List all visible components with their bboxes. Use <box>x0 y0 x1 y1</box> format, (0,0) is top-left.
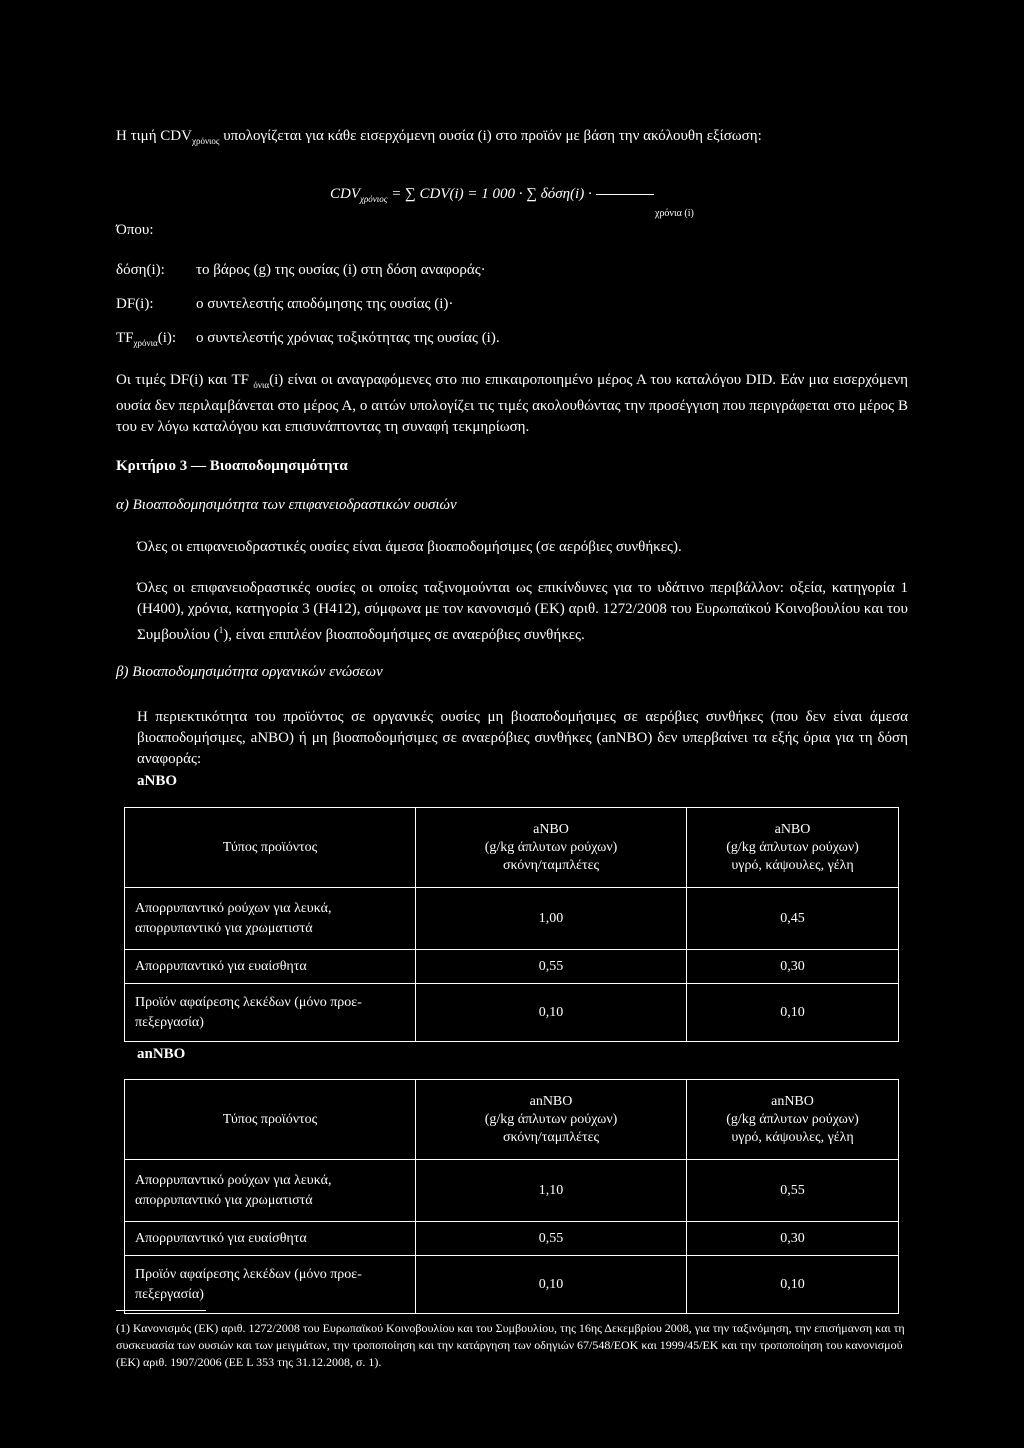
section-b-paragraph: Η περιεκτικότητα του προϊόντος σε οργανικές ουσίες μη βιοαποδομήσιμες σε αερόβιες συνθήκες (που δεν είναι άμεσα βιοαποδομήσιμες, aNBO) ή μη βιοαποδομήσιμες σε αναερόβιες συνθήκες (anNBO) δεν υπερβαίνει τα εξής όρια για τη δόση αναφοράς: <box>137 709 908 767</box>
cdv-formula: $CDV_{\chi\rho ό\nu\iota o\varsigma}$ = ∑ CDV(i) = 1 000 · ∑ δόση(i) · χρόνια (i) <box>330 186 694 219</box>
table-row <box>125 1256 899 1314</box>
definition-row <box>116 262 916 282</box>
product-name: Προϊόν αφαίρεσης λεκέδων (μόνο προε-πεξεργασία) <box>125 984 416 1042</box>
definition-term: $TF_{\chi\rho ό\nu\iota\alpha}(i)$: <box>116 330 177 348</box>
section-b-title: β) Βιοαποδομησιμότητα οργανικών ενώσεων <box>116 664 383 680</box>
definition-row <box>116 296 916 316</box>
table-row <box>125 984 899 1042</box>
fraction-denominator: χρόνια (i) <box>655 208 694 219</box>
definition-text: ο συντελεστής αποδόμησης της ουσίας (i)· <box>196 296 454 312</box>
liquid-value: 0,30 <box>687 1222 899 1256</box>
powder-value: 0,55 <box>416 950 687 984</box>
header-liquid: anNBO (g/kg άπλυτων ρούχων) υγρό, κάψουλες, γέλη <box>687 1080 899 1160</box>
table-row <box>125 1222 899 1256</box>
liquid-value: 0,45 <box>687 888 899 950</box>
section-a-paragraph-2: Όλες οι επιφανειοδραστικές ουσίες οι οποίες ταξινομούνται ως επικίνδυνες για το υδάτινο περιβάλλον: οξεία, κατηγορία 1 (H400), χρόνια, κατηγορία 3 (H412), σύμφωνα με τον κανονισμό (ΕΚ) αριθ. 1272/2008 του Ευρωπαϊκού Κοινοβουλίου και του Συμβουλίου ($^1$), είναι επιπλέον βιοαποδομήσιμες σε αναερόβιες συνθήκες. <box>137 580 908 643</box>
section-a-paragraph-1: Όλες οι επιφανειοδραστικές ουσίες είναι άμεσα βιοαποδομήσιμες (σε αερόβιες συνθήκες). <box>137 539 682 555</box>
section-a-title: α) Βιοαποδομησιμότητα των επιφανειοδραστικών ουσιών <box>116 497 457 513</box>
liquid-value: 0,55 <box>687 1160 899 1222</box>
definition-term: DF(i): <box>116 296 154 312</box>
definition-term: δόση(i): <box>116 262 165 278</box>
liquid-value: 0,10 <box>687 1256 899 1314</box>
table-row <box>125 1160 899 1222</box>
annbo-table <box>124 1079 899 1314</box>
header-powder: aNBO (g/kg άπλυτων ρούχων) σκόνη/ταμπλέτες <box>416 808 687 888</box>
product-name: Απορρυπαντικό ρούχων για λευκά, απορρυπαντικό για χρωματιστά <box>125 1160 416 1222</box>
did-list-paragraph: Οι τιμές DF(i) και TF $_{ό\nu\iota\alpha}$(i) είναι οι αναγραφόμενες στο πιο επικαιροποιημένο μέρος Α του καταλόγου DID. Εάν μια εισερχόμενη ουσία δεν περιλαμβάνεται στο μέρος Α, ο αιτών υπολογίζει τις τιμές ακολουθώντας την προσέγγιση που περιγράφεται στο μέρος Β του εν λόγω καταλόγου και επισυνάπτοντας τη συναφή τεκμηρίωση. <box>116 372 908 435</box>
product-name: Προϊόν αφαίρεσης λεκέδων (μόνο προε-πεξεργασία) <box>125 1256 416 1314</box>
header-product-type: Τύπος προϊόντος <box>125 808 416 888</box>
table-header-row <box>125 1080 899 1160</box>
table-row <box>125 950 899 984</box>
product-name: Απορρυπαντικό για ευαίσθητα <box>125 1222 416 1256</box>
liquid-value: 0,30 <box>687 950 899 984</box>
criterion-heading: Κριτήριο 3 — Βιοαποδομησιμότητα <box>116 458 348 474</box>
annbo-label: anNBO <box>137 1046 186 1062</box>
powder-value: 0,10 <box>416 984 687 1042</box>
product-name: Απορρυπαντικό για ευαίσθητα <box>125 950 416 984</box>
intro-text: Η τιμή $CDV_{\chi\rho ό\nu\iota o\varsigma}$ υπολογίζεται για κάθε εισερχόμενη ουσία (i) στο προϊόν με βάση την ακόλουθη εξίσωση: <box>116 128 762 146</box>
liquid-value: 0,10 <box>687 984 899 1042</box>
footnote-ref[interactable]: 1 <box>218 625 224 635</box>
table-header-row <box>125 808 899 888</box>
anbo-label: aNBO <box>137 773 178 789</box>
fraction-bar <box>596 194 654 195</box>
powder-value: 0,10 <box>416 1256 687 1314</box>
header-product-type: Τύπος προϊόντος <box>125 1080 416 1160</box>
powder-value: 0,55 <box>416 1222 687 1256</box>
header-liquid: aNBO (g/kg άπλυτων ρούχων) υγρό, κάψουλες, γέλη <box>687 808 899 888</box>
footnote: (1) Κανονισμός (ΕΚ) αριθ. 1272/2008 του Ευρωπαϊκού Κοινοβουλίου και του Συμβουλίου, της 16ης Δεκεμβρίου 2008, για την ταξινόμηση, την επισήμανση και τη συσκευασία των ουσιών και των μειγμάτων, την τροποποίηση και την κατάργηση των οδηγιών 67/548/ΕΟΚ και 1999/45/ΕΚ και την τροποποίηση του κανονισμού (ΕΚ) αριθ. 1907/2006 (ΕΕ L 353 της 31.12.2008, σ. 1). <box>116 1321 905 1369</box>
where-label: Όπου: <box>116 222 154 238</box>
definition-text: το βάρος (g) της ουσίας (i) στη δόση αναφοράς· <box>196 262 486 278</box>
anbo-table <box>124 807 899 1042</box>
powder-value: 1,10 <box>416 1160 687 1222</box>
powder-value: 1,00 <box>416 888 687 950</box>
product-name: Απορρυπαντικό ρούχων για λευκά, απορρυπαντικό για χρωματιστά <box>125 888 416 950</box>
table-row <box>125 888 899 950</box>
footnote-divider <box>116 1310 206 1311</box>
header-powder: anNBO (g/kg άπλυτων ρούχων) σκόνη/ταμπλέτες <box>416 1080 687 1160</box>
definition-row <box>116 330 916 350</box>
definition-text: ο συντελεστής χρόνιας τοξικότητας της ουσίας (i). <box>196 330 500 346</box>
footnote-marker: (1) <box>116 1321 130 1335</box>
